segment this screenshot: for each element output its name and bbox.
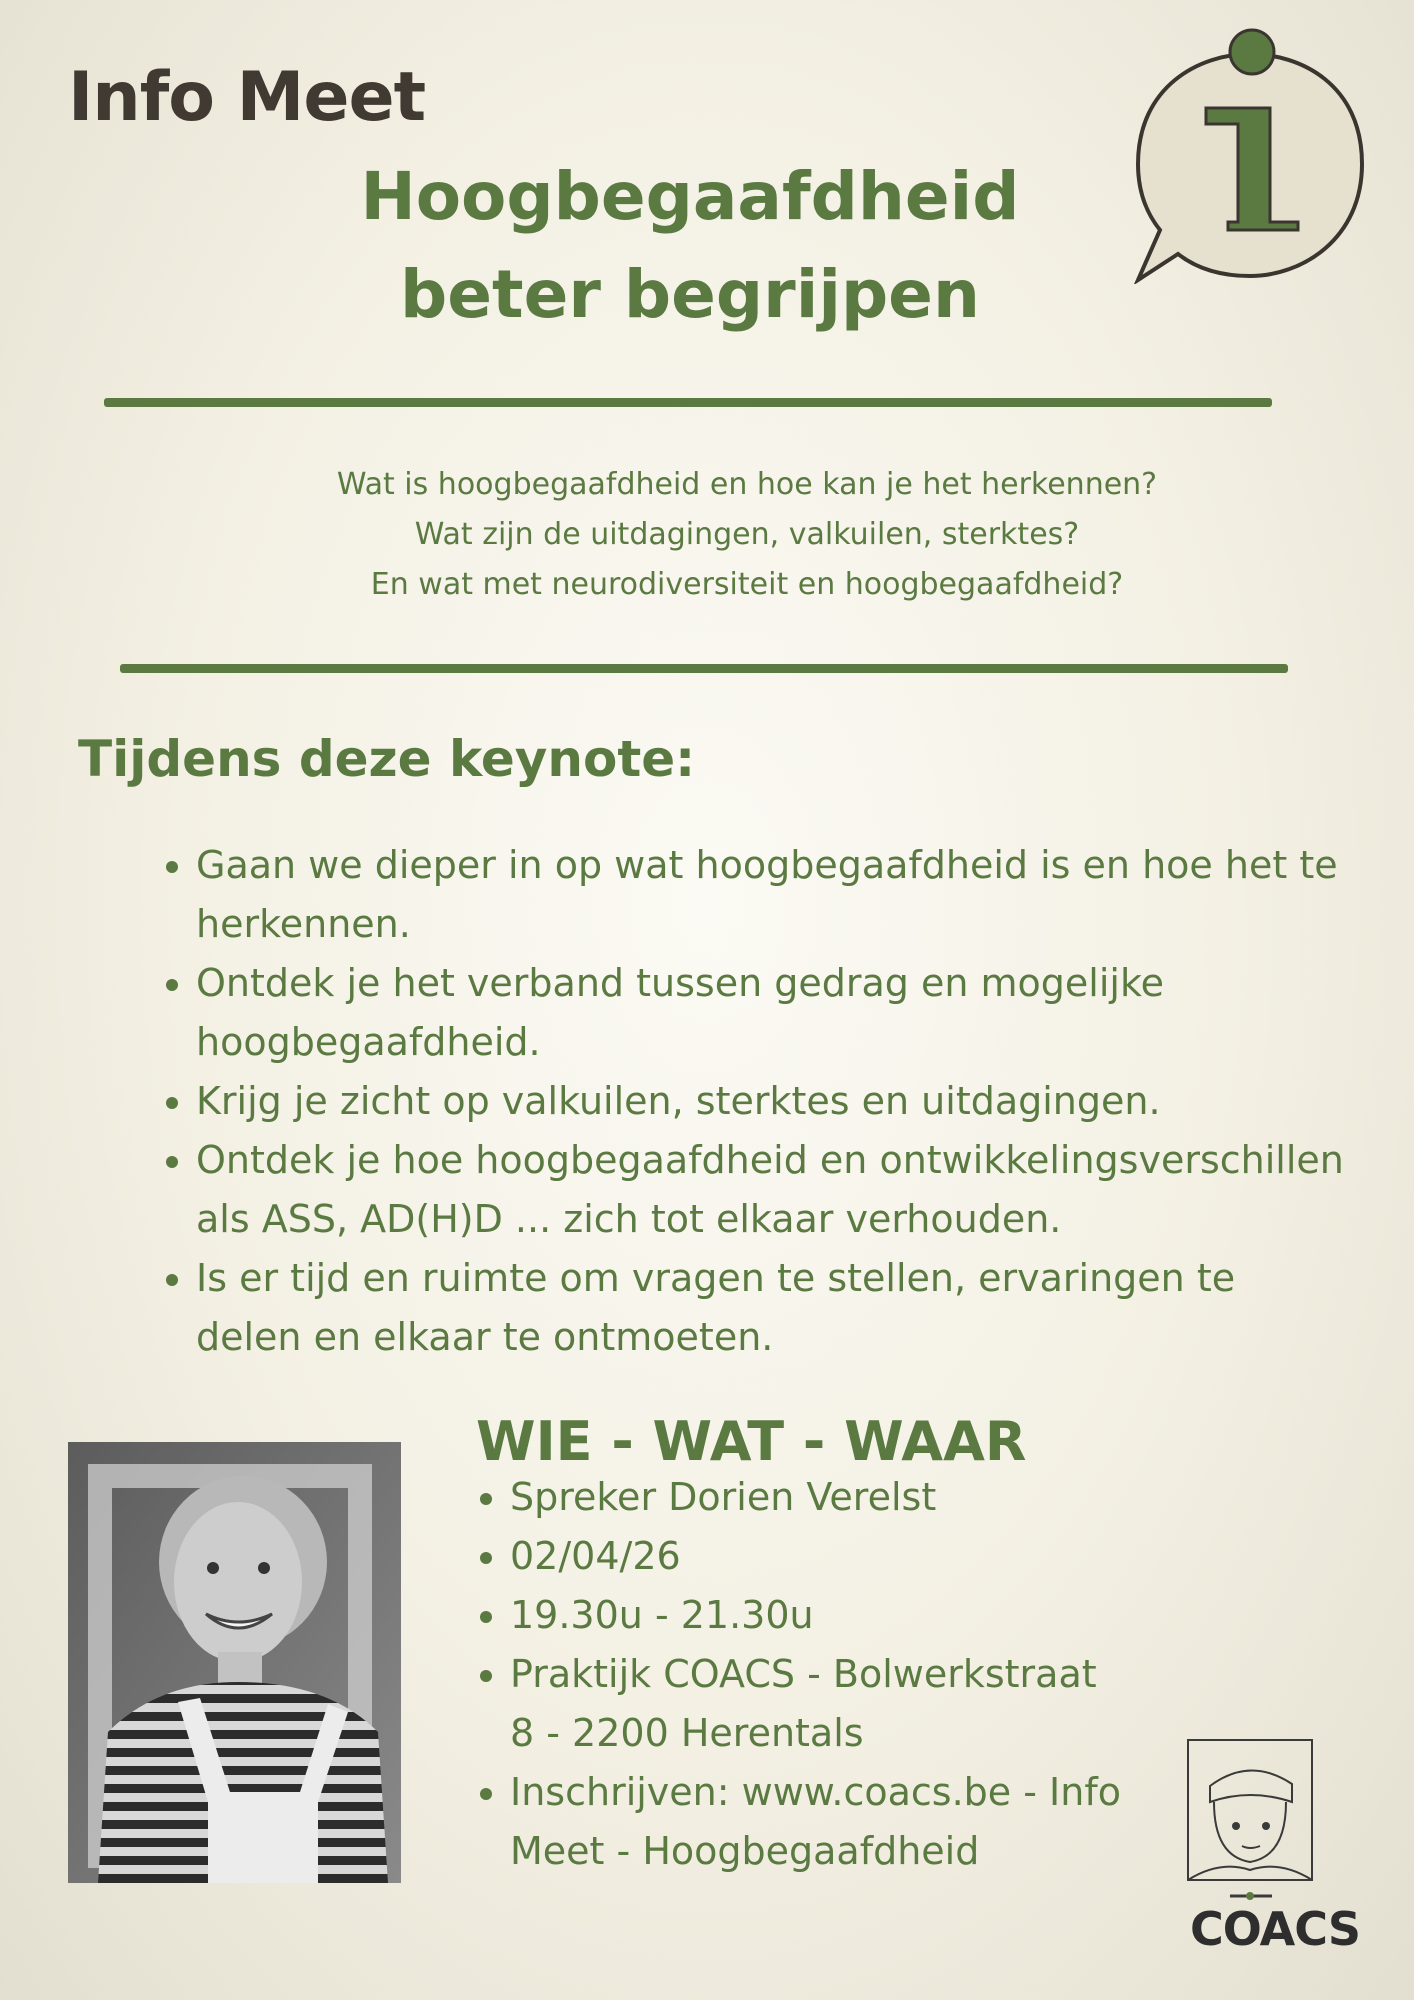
keynote-item: • Is er tijd en ruimte om vragen te stellen, ervaringen te delen en elkaar te ontmoeten. <box>196 1249 1346 1367</box>
title-line-1: Hoogbegaafdheid <box>360 158 1020 235</box>
info-bubble-icon <box>1130 24 1370 284</box>
question-2: Wat zijn de uitdagingen, valkuilen, sterktes? <box>414 517 1080 552</box>
question-1: Wat is hoogbegaafdheid en hoe kan je het herkennen? <box>336 467 1158 502</box>
coacs-logo <box>1180 1736 1320 1906</box>
details-heading: WIE - WAT - WAAR <box>476 1410 1027 1473</box>
keynote-item: • Gaan we dieper in op wat hoogbegaafdheid is en hoe het te herkennen. <box>196 836 1346 954</box>
detail-time: • 19.30u - 21.30u <box>510 1586 1130 1645</box>
detail-registration: • Inschrijven: www.coacs.be - Info Meet - Hoogbegaafdheid <box>510 1763 1130 1881</box>
coacs-logo-text: COACS <box>1190 1902 1360 1956</box>
question-3: En wat met neurodiversiteit en hoogbegaafdheid? <box>370 567 1124 602</box>
detail-location: • Praktijk COACS - Bolwerkstraat 8 - 2200 Herentals <box>510 1645 1130 1763</box>
divider-bottom <box>120 664 1288 673</box>
details-list <box>470 1468 1130 1881</box>
detail-date: • 02/04/26 <box>510 1527 1130 1586</box>
keynote-item: • Krijg je zicht op valkuilen, sterktes en uitdagingen. <box>196 1072 1346 1131</box>
title-line-2: beter begrijpen <box>400 256 980 333</box>
info-meet-label: Info Meet <box>68 58 426 137</box>
keynote-item: • Ontdek je hoe hoogbegaafdheid en ontwikkelingsverschillen als ASS, AD(H)D ... zich tot elkaar verhouden. <box>196 1131 1346 1249</box>
keynote-heading: Tijdens deze keynote: <box>78 730 696 788</box>
speaker-photo <box>68 1442 401 1883</box>
divider-top <box>104 398 1272 407</box>
keynote-item: • Ontdek je het verband tussen gedrag en mogelijke hoogbegaafdheid. <box>196 954 1346 1072</box>
keynote-list <box>150 836 1346 1367</box>
detail-speaker: • Spreker Dorien Verelst <box>510 1468 1130 1527</box>
